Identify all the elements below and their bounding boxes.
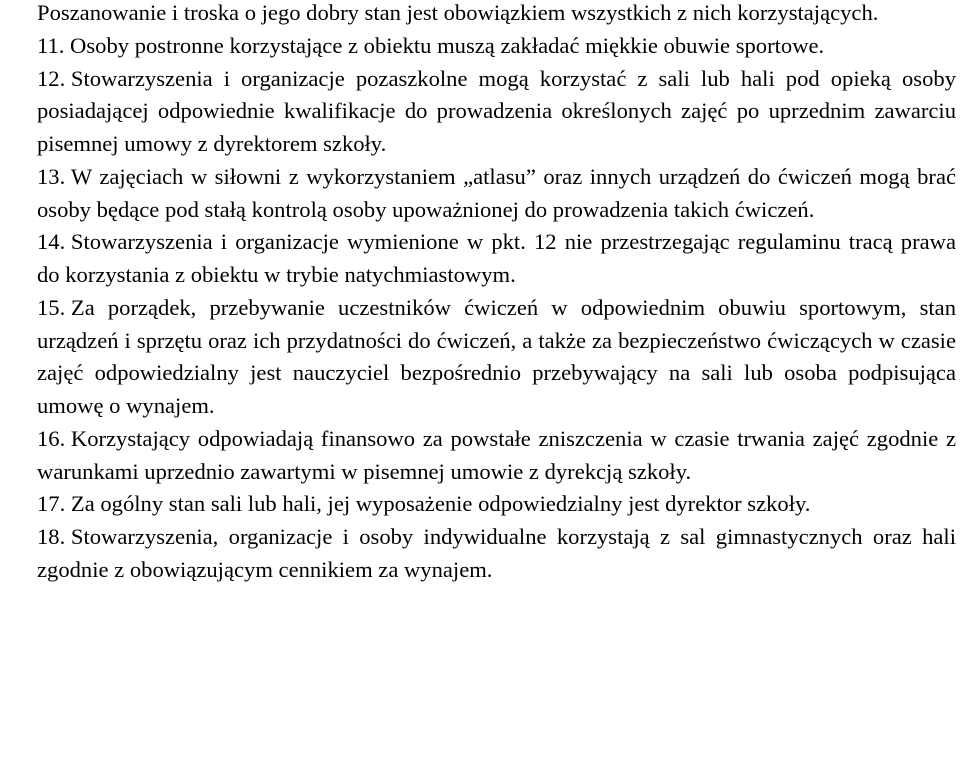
paragraph-11 — [37, 30, 956, 63]
paragraph-intro — [37, 0, 956, 30]
paragraph-number: 13. — [37, 163, 66, 189]
paragraph-17 — [37, 488, 956, 521]
paragraph-number: 18. — [37, 524, 66, 549]
paragraph-text: Za porządek, przebywanie uczestników ćwiczeń w odpowiednim obuwiu sportowym, stan urządzeń i sprzętu oraz ich przydatności do ćwiczeń, a także za bezpieczeństwo ćwiczących w czasie zajęć odpowiedzialny jest nauczyciel bezpośrednio przebywający na sali lub osoba podpisująca umowę o wynajem. — [37, 294, 956, 418]
paragraph-number: 11. — [37, 32, 65, 58]
paragraph-13 — [37, 161, 956, 227]
paragraph-text: Stowarzyszenia i organizacje pozaszkolne mogą korzystać z sali lub hali pod opieką osoby posiadającej odpowiednie kwalifikacje do prowadzenia określonych zajęć po uprzednim zawarciu pisemnej umowy z dyrektorem szkoły. — [37, 65, 956, 156]
paragraph-16 — [37, 423, 956, 489]
paragraph-14 — [37, 226, 956, 292]
paragraph-number: 16. — [37, 425, 66, 451]
document-page — [37, 0, 956, 587]
paragraph-text: Stowarzyszenia, organizacje i osoby indywidualne korzystają z sal gimnastycznych oraz hali zgodnie z obowiązującym cennikiem za wynajem. — [37, 524, 956, 582]
paragraph-text: Korzystający odpowiadają finansowo za powstałe zniszczenia w czasie trwania zajęć zgodnie z warunkami uprzednio zawartymi w pisemnej umowie z dyrekcją szkoły. — [37, 425, 956, 484]
paragraph-number: 12. — [37, 65, 66, 91]
paragraph-number: 15. — [37, 294, 66, 320]
paragraph-text: W zajęciach w siłowni z wykorzystaniem „atlasu” oraz innych urządzeń do ćwiczeń mogą brać osoby będące pod stałą kontrolą osoby upoważnionej do prowadzenia takich ćwiczeń. — [37, 163, 956, 222]
paragraph-text: Za ogólny stan sali lub hali, jej wyposażenie odpowiedzialny jest dyrektor szkoły. — [70, 491, 811, 517]
paragraph-text: Stowarzyszenia i organizacje wymienione w pkt. 12 nie przestrzegając regulaminu tracą prawa do korzystania z obiektu w trybie natychmiastowym. — [37, 229, 956, 287]
paragraph-text: Poszanowanie i troska o jego dobry stan jest obowiązkiem wszystkich z nich korzystających. — [37, 0, 879, 25]
paragraph-12 — [37, 63, 956, 161]
paragraph-18 — [37, 521, 956, 587]
paragraph-text: Osoby postronne korzystające z obiektu muszą zakładać miękkie obuwie sportowe. — [70, 32, 825, 58]
paragraph-number: 17. — [37, 491, 66, 517]
paragraph-number: 14. — [37, 229, 66, 255]
paragraph-15 — [37, 292, 956, 423]
